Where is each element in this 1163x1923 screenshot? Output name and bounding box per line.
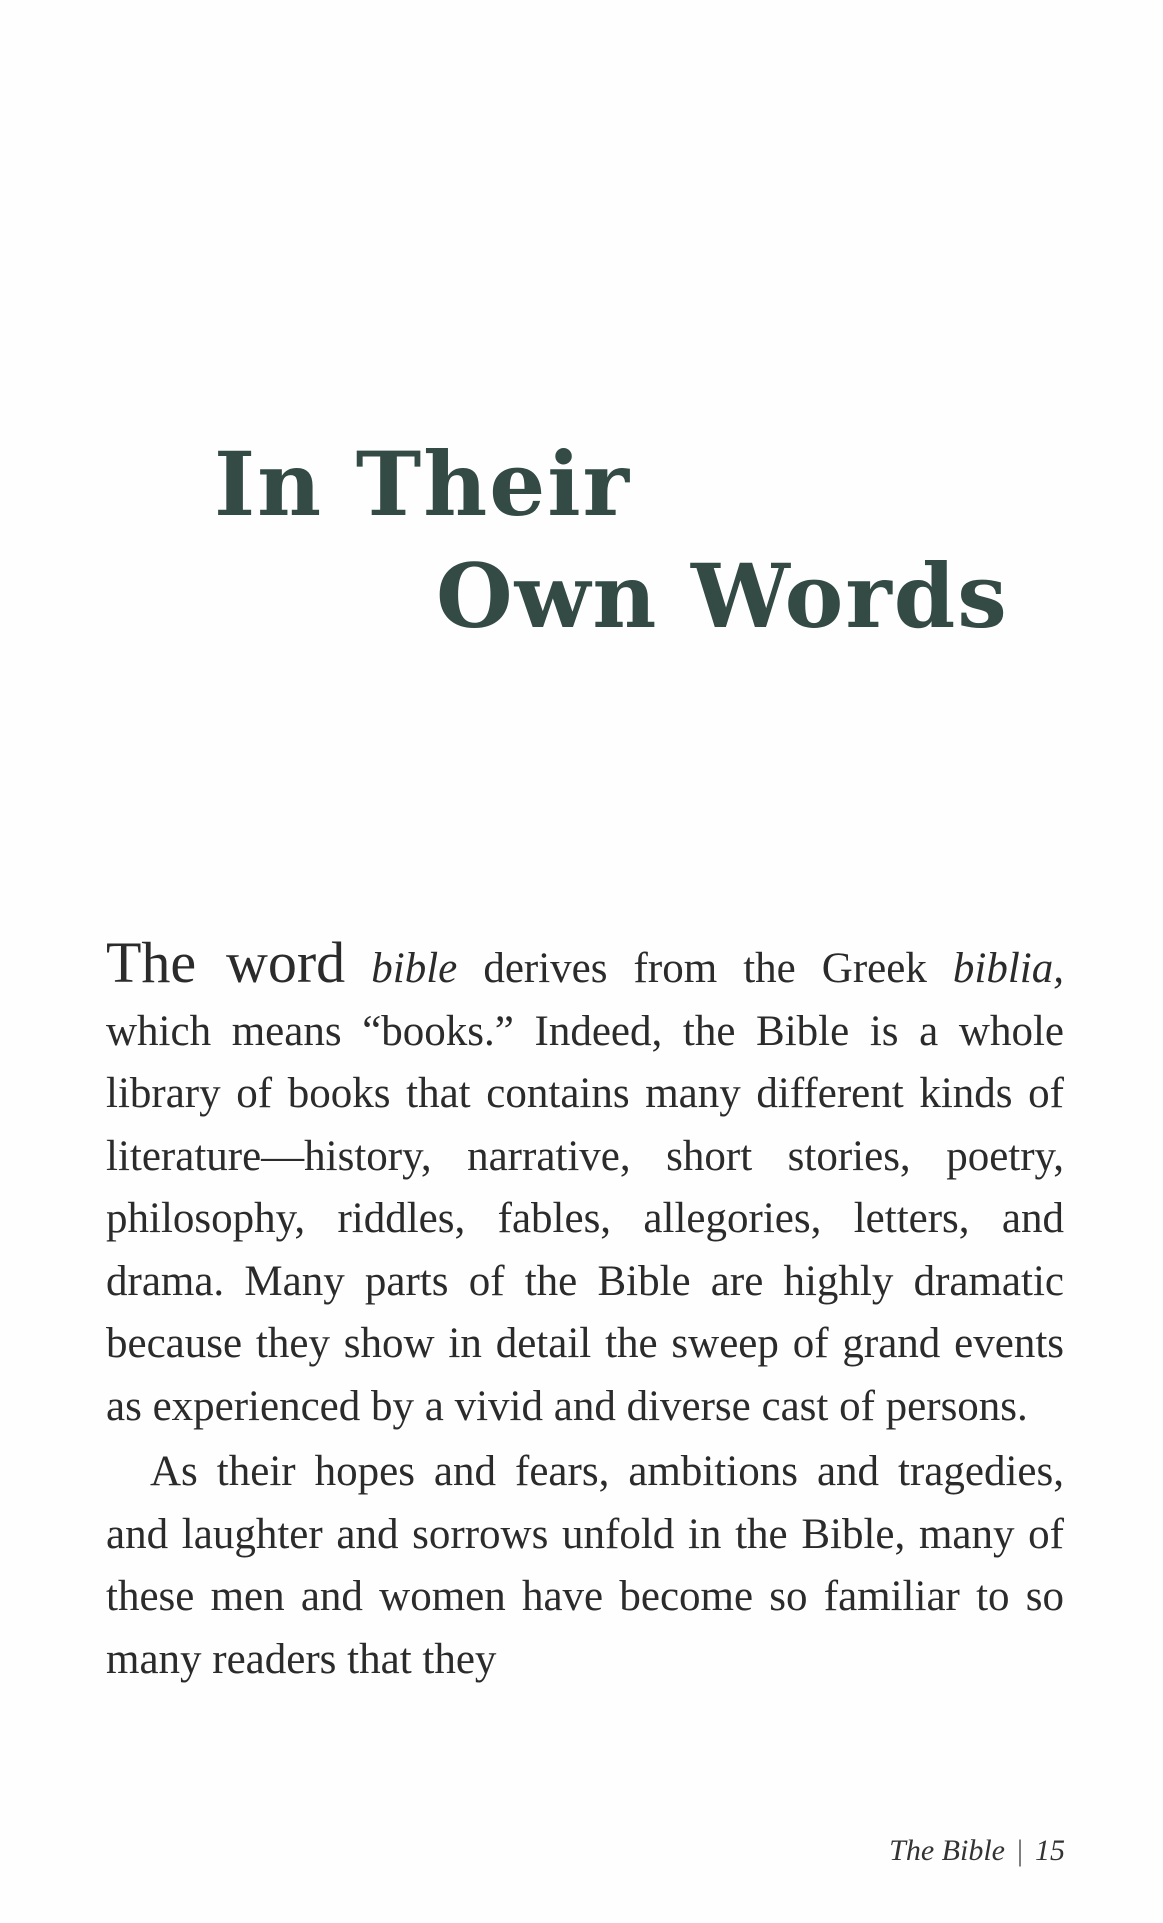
italic-term-bible: bible (371, 945, 458, 992)
running-title: The Bible (889, 1834, 1005, 1867)
chapter-title-line-2: Own Words (436, 544, 1009, 648)
body-text (106, 932, 1064, 1691)
paragraph-1-text-a: derives from the Greek (457, 945, 953, 992)
paragraph-1 (106, 932, 1064, 1438)
page-footer (889, 1834, 1065, 1868)
chapter-title-line-1: In Their (214, 432, 632, 536)
italic-term-biblia: biblia, (952, 945, 1064, 992)
lead-in-words: The word (106, 930, 346, 995)
paragraph-2: As their hopes and fears, ambitions and tragedies, and laughter and sorrows unfold in the Bible, many of these men and women have become so familiar to so many readers that they (106, 1448, 1064, 1683)
footer-separator: | (1016, 1834, 1023, 1867)
paragraph-1-text-b: which means “books.” Indeed, the Bible is a whole library of books that contains many different kinds of literature—history, narrative, short stories, poetry, philosophy, riddles, fables, allegories, letters, and drama. Many parts of the Bible are highly dramatic because they show in detail the sweep of grand events as experienced by a vivid and diverse cast of persons. (106, 1007, 1064, 1430)
page-number: 15 (1035, 1834, 1065, 1867)
